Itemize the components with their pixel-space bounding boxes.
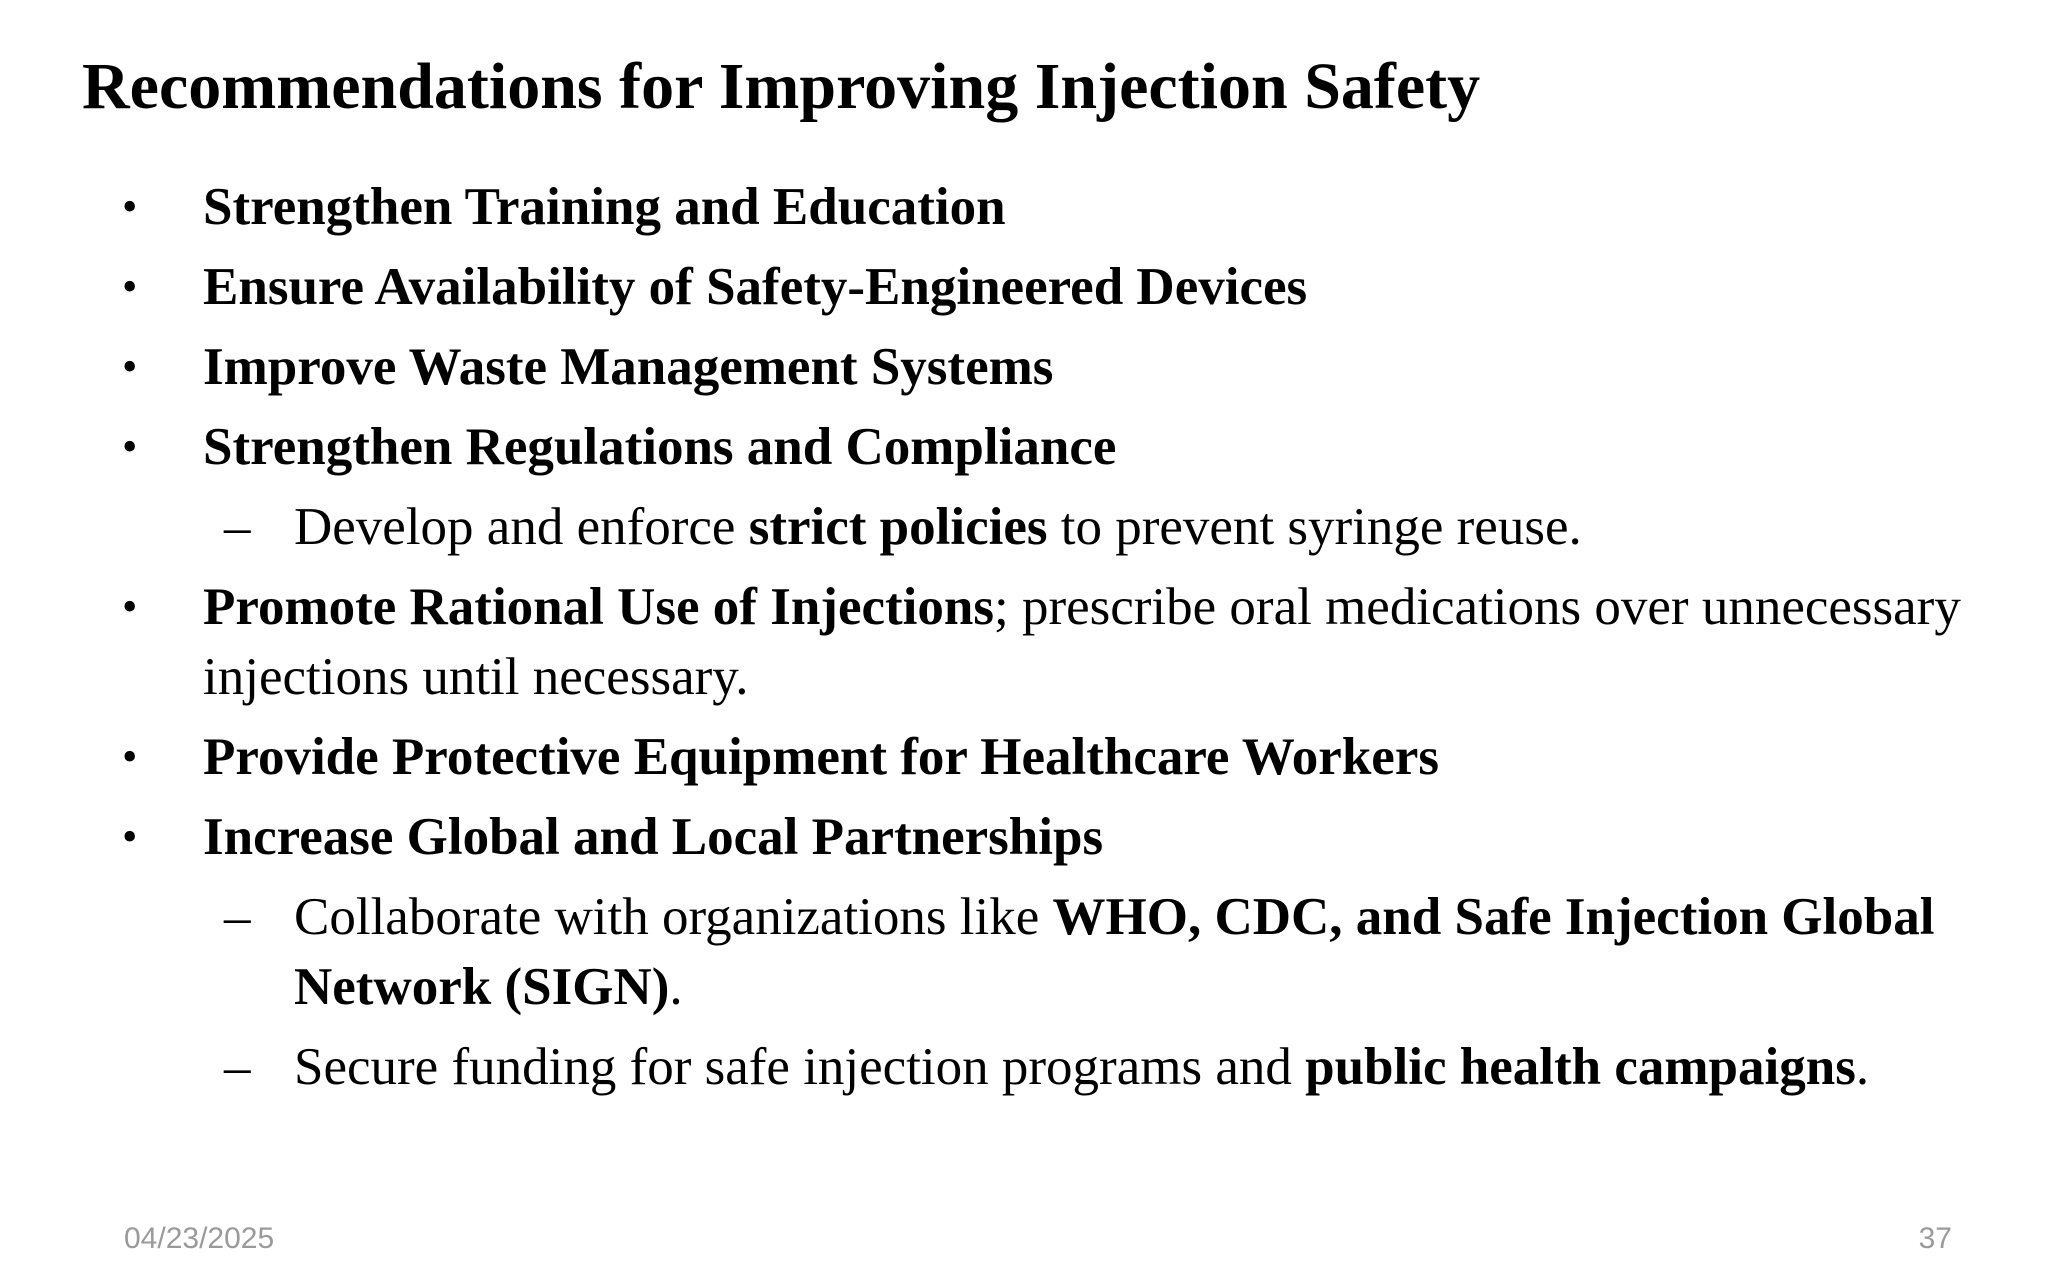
sub-bullet-item [0,882,2048,1022]
sub-bullet-marker: – [224,888,251,946]
sub-bullet-text-post: to prevent syringe reuse. [1047,498,1582,556]
sub-bullet-text-pre: Develop and enforce [294,498,749,556]
footer-page-number: 37 [1918,1222,1952,1255]
bullet-marker: • [122,342,138,391]
bullet-text-post: ; prescribe oral medications over unnecessary injections until necessary. [203,578,1961,706]
sub-bullet-text-pre: Secure funding for safe injection programs and [294,1038,1306,1096]
bullet-marker: • [122,812,138,861]
sub-bullet-text-post: . [1855,1038,1870,1096]
bullet-text: Provide Protective Equipment for Healthcare Workers [203,728,1439,786]
sub-bullet-text-bold: WHO, CDC, and Safe Injection Global Network (SIGN) [294,888,1935,1016]
bullet-marker: • [122,262,138,311]
bullet-marker: • [122,182,138,231]
bullet-item [0,572,2048,712]
bullet-item [0,252,2048,322]
sub-bullet-marker: – [224,498,251,556]
bullet-text: Ensure Availability of Safety-Engineered Devices [203,258,1308,316]
sub-bullet-item [0,492,2048,562]
bullet-text: Strengthen Training and Education [203,178,1006,236]
bullet-item [0,802,2048,872]
bullet-text: Increase Global and Local Partnerships [203,808,1104,866]
sub-bullet-text-post: . [669,958,683,1016]
bullet-text: Improve Waste Management Systems [203,338,1054,396]
bullet-marker: • [122,422,138,471]
sub-bullet-marker: – [224,1038,251,1096]
sub-bullet-text-bold: strict policies [748,498,1048,556]
slide-title: Recommendations for Improving Injection Safety [82,50,1481,123]
bullet-item [0,172,2048,242]
sub-bullet-item [0,1032,2048,1102]
sub-bullet-text-pre: Collaborate with organizations like [294,888,1053,946]
bullet-marker: • [122,732,138,781]
bullet-item [0,332,2048,402]
bullet-text-bold: Promote Rational Use of Injections [203,578,994,636]
footer-date: 04/23/2025 [124,1222,275,1255]
bullet-text: Strengthen Regulations and Compliance [203,418,1117,476]
sub-bullet-text-bold: public health campaigns [1305,1038,1856,1096]
bullet-list [0,172,2048,1112]
bullet-item [0,722,2048,792]
bullet-item [0,412,2048,482]
bullet-marker: • [122,582,138,631]
